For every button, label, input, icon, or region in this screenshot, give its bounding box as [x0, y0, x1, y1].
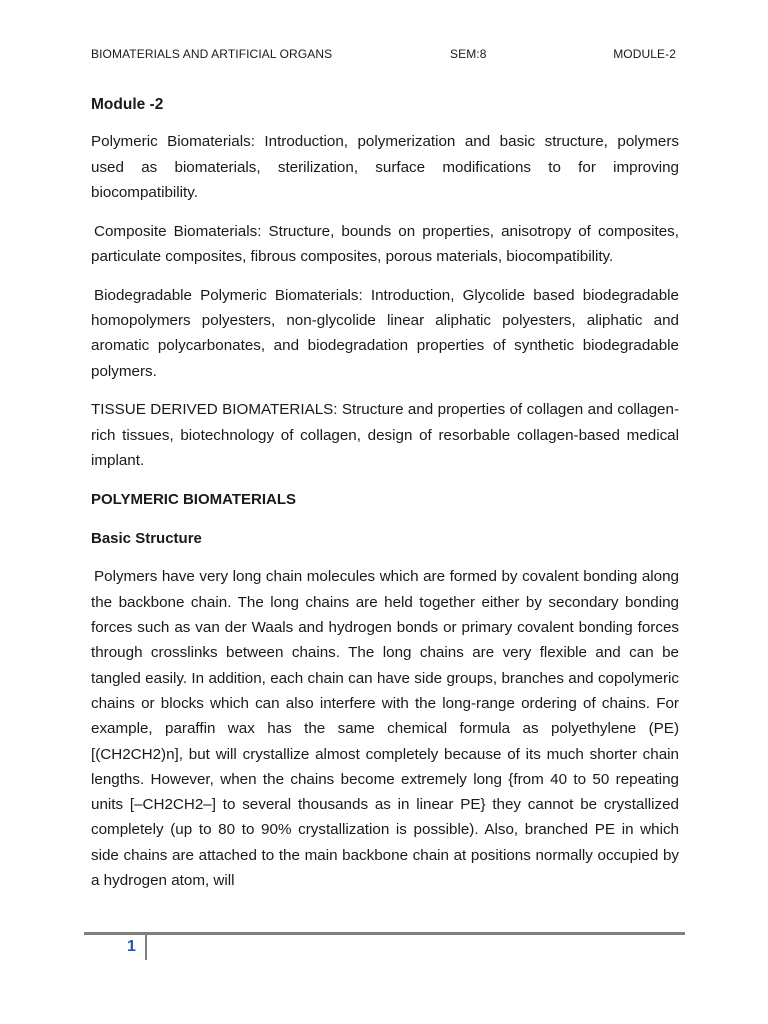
syllabus-tissue-derived: TISSUE DERIVED BIOMATERIALS: Structure and properties of collagen and collagen-rich tissues, biotechnology of collagen, design of resorbable collagen-based medical implant.: [91, 401, 679, 470]
module-heading: Module -2: [91, 96, 164, 113]
header-course-title: BIOMATERIALS AND ARTIFICIAL ORGANS: [91, 47, 333, 61]
syllabus-biodegradable: Biodegradable Polymeric Biomaterials: Introduction, Glycolide based biodegradable homopolymers polyesters, non-glycolide linear aliphatic polyesters, aliphatic and aromatic polycarbonates, and biodegradation properties of synthetic biodegradable polymers.: [91, 286, 679, 380]
syllabus-composite: Composite Biomaterials: Structure, bounds on properties, anisotropy of composites, particulate composites, fibrous composites, porous materials, biocompatibility.: [91, 222, 679, 265]
section-heading: POLYMERIC BIOMATERIALS: [91, 490, 297, 508]
page-header: [91, 47, 679, 63]
syllabus-polymeric: Polymeric Biomaterials: Introduction, polymerization and basic structure, polymers used as biomaterials, sterilization, surface modifications to for improving biocompatibility.: [91, 133, 679, 201]
page-number-divider: [145, 935, 147, 960]
body-paragraph: Polymers have very long chain molecules which are formed by covalent bonding along the backbone chain. The long chains are held together either by secondary bonding forces such as van der Waals and hydrogen bonds or primary covalent bonding forces through crosslinks between chains. The long chains are very flexible and can be tangled easily. In addition, each chain can have side groups, branches and copolymeric chains or blocks which can also interfere with the long-range ordering of chains. For example, paraffin wax has the same chemical formula as polyethylene (PE) [(CH2CH2)n], but will crystallize almost completely because of its much shorter chain lengths. However, when the chains become extremely long {from 40 to 50 repeating units [–CH2CH2–] to several thousands as in linear PE} they cannot be crystallized completely (up to 80 to 90% crystallization is possible). Also, branched PE in which side chains are attached to the main backbone chain at positions normally occupied by a hydrogen atom, will: [91, 568, 679, 890]
page-number: 1: [127, 938, 136, 955]
header-semester: SEM:8: [450, 47, 487, 61]
header-module: MODULE-2: [613, 47, 676, 61]
page-content: [91, 92, 679, 907]
subsection-heading: Basic Structure: [91, 529, 202, 547]
footer-rule: [84, 932, 685, 935]
